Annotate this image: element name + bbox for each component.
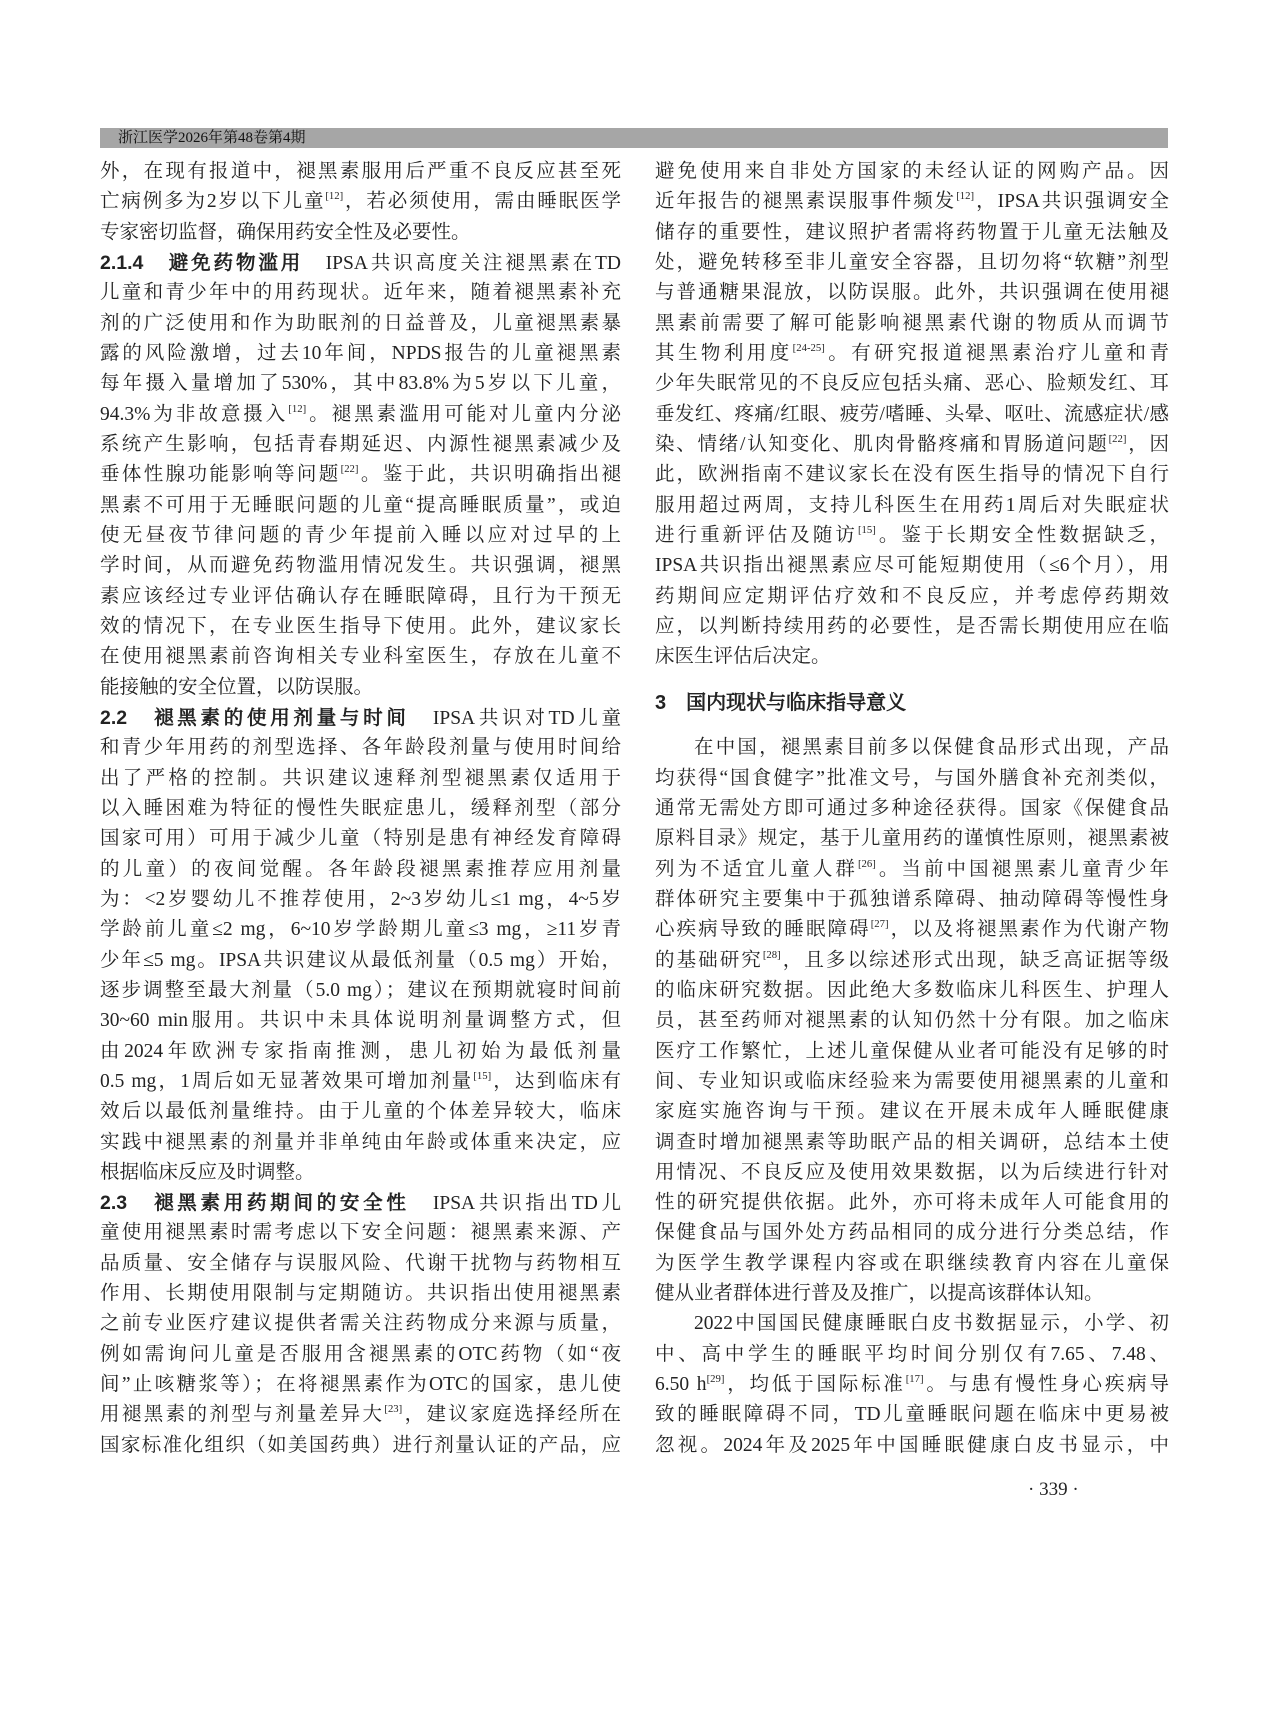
text-run: IPSA共识对TD儿童	[409, 707, 621, 729]
text-run: 服用超过两周，支持儿科医生在用药1周后对失眠症状	[655, 494, 1169, 516]
text-run: 调查时增加褪黑素等助眠产品的相关调研，总结本土使	[655, 1131, 1169, 1153]
text-line	[100, 1400, 621, 1430]
text-run: 在中国，褪黑素目前多以保健食品形式出现，产品	[694, 737, 1169, 759]
text-run: 原料目录》规定，基于儿童用药的谨慎性原则，褪黑素被	[655, 828, 1169, 850]
text-line	[655, 885, 1169, 915]
text-run: 为医学生教学课程内容或在职继续教育内容在儿童保	[655, 1252, 1169, 1274]
text-run: 少年失眠常见的不良反应包括头痛、恶心、脸颊发红、耳	[655, 373, 1169, 395]
text-line	[100, 309, 621, 339]
text-run: IPSA共识高度关注褪黑素在TD	[303, 252, 621, 274]
citation-marker: [22]	[1108, 432, 1127, 445]
text-run: 近年报告的褪黑素误服事件频发	[655, 191, 957, 213]
header-bar	[100, 128, 1168, 148]
text-run: 儿童和青少年中的用药现状。近年来，随着褪黑素补充	[100, 282, 621, 304]
text-line	[655, 248, 1169, 278]
text-run: 间”止咳糖浆等）；在将褪黑素作为OTC的国家，患儿使	[100, 1374, 621, 1396]
text-run: 能接触的安全位置，以防误服。	[100, 676, 374, 698]
citation-marker: [12]	[325, 190, 344, 203]
text-line	[100, 642, 621, 672]
text-run: 黑素前需要了解可能影响褪黑素代谢的物质从而调节	[655, 312, 1169, 334]
text-line	[655, 551, 1169, 581]
text-run: 根据临床反应及时调整。	[100, 1161, 315, 1183]
text-run: 保健食品与国外处方药品相同的成分进行分类总结，作	[655, 1222, 1169, 1244]
text-line	[100, 703, 621, 733]
citation-marker: [15]	[857, 523, 876, 536]
text-line	[100, 460, 621, 490]
text-run: 94.3%为非故意摄入	[100, 403, 289, 425]
text-line	[100, 885, 621, 915]
text-line	[100, 1188, 621, 1218]
text-line	[100, 187, 621, 217]
text-line	[100, 1340, 621, 1370]
text-run: 避免使用来自非处方国家的未经认证的网购产品。因	[655, 161, 1169, 182]
paragraph	[100, 248, 621, 703]
text-run: 学时间，从而避免药物滥用情况发生。共识强调，褪黑	[100, 555, 621, 577]
text-run: 健从业者群体进行普及及推广，以提高该群体认知。	[655, 1283, 1104, 1305]
text-run: 家庭实施咨询与干预。建议在开展未成年人睡眠健康	[655, 1101, 1169, 1123]
text-run: 亡病例多为2岁以下儿童	[100, 191, 326, 213]
right-column	[655, 157, 1169, 1461]
text-run: 进行重新评估及随访	[655, 524, 858, 546]
text-run: 剂的广泛使用和作为助眠剂的日益普及，儿童褪黑素暴	[100, 312, 621, 334]
text-run: 处，避免转移至非儿童安全容器，且切勿将“软糖”剂型	[655, 251, 1169, 273]
text-run: 员，甚至药师对褪黑素的认知仍然十分有限。加之临床	[655, 1010, 1169, 1032]
text-run: 黑素不可用于无睡眠问题的儿童“提高睡眠质量”，或迫	[100, 494, 621, 516]
text-run: 效后以最低剂量维持。由于儿童的个体差异较大，临床	[100, 1101, 621, 1123]
text-line	[655, 1158, 1169, 1188]
text-line	[100, 855, 621, 885]
text-line	[655, 1218, 1169, 1248]
text-run: 实践中褪黑素的剂量并非单纯由年龄或体重来决定，应	[100, 1131, 621, 1153]
text-run: 医疗工作繁忙，上述儿童保健从业者可能没有足够的时	[655, 1040, 1169, 1062]
text-line	[100, 824, 621, 854]
text-run: 应，以判断持续用药的必要性，是否需长期使用应在临	[655, 615, 1169, 637]
text-run: 性的研究提供依据。此外，亦可将未成年人可能食用的	[655, 1192, 1169, 1214]
text-run: 出了严格的控制。共识建议速释剂型褪黑素仅适用于	[100, 767, 621, 789]
text-line	[655, 400, 1169, 430]
left-column	[100, 157, 621, 1461]
text-line	[655, 157, 1169, 187]
text-run: 。与患有慢性身心疾病导	[923, 1374, 1169, 1396]
text-line	[655, 946, 1169, 976]
text-line	[655, 915, 1169, 945]
text-run: 2022中国国民健康睡眠白皮书数据显示，小学、初	[694, 1313, 1169, 1335]
text-line	[655, 1037, 1169, 1067]
text-line	[100, 369, 621, 399]
text-line	[655, 1067, 1169, 1097]
paragraph	[100, 1188, 621, 1461]
text-line	[100, 551, 621, 581]
text-line	[100, 1158, 621, 1188]
text-line	[655, 1128, 1169, 1158]
text-line	[100, 1218, 621, 1248]
journal-issue-title: 浙江医学2026年第48卷第4期	[118, 130, 306, 146]
text-line	[655, 582, 1169, 612]
paragraph	[655, 157, 1169, 673]
text-run: 药期间应定期评估疗效和不良反应，并考虑停药期效	[655, 585, 1169, 607]
citation-marker: [12]	[956, 190, 975, 203]
text-run: 。褪黑素滥用可能对儿童内分泌	[306, 403, 621, 425]
text-line	[655, 1340, 1169, 1370]
text-line	[655, 764, 1169, 794]
text-line	[100, 157, 621, 187]
text-run: 少年≤5 mg。IPSA共识建议从最低剂量（0.5 mg）开始，	[100, 949, 621, 971]
text-line	[655, 369, 1169, 399]
text-run: 由2024年欧洲专家指南推测，患儿初始为最低剂量	[100, 1040, 621, 1062]
text-run: 露的风险激增，过去10年间，NPDS报告的儿童褪黑素	[100, 342, 621, 364]
text-line	[655, 1279, 1169, 1309]
subsection-heading: 2.2 褪黑素的使用剂量与时间	[100, 706, 410, 729]
text-run: ，均低于国际标准	[724, 1374, 906, 1396]
section-heading: 3 国内现状与临床指导意义	[655, 691, 907, 714]
text-run: 染、情绪/认知变化、肌肉骨骼疼痛和胃肠道问题	[655, 433, 1109, 455]
text-line	[100, 1431, 621, 1461]
text-run: 童使用褪黑素时需考虑以下安全问题：褪黑素来源、产	[100, 1222, 621, 1244]
paragraph	[100, 703, 621, 1188]
text-run: 。鉴于此，共识明确指出褪	[358, 464, 621, 486]
text-line	[655, 855, 1169, 885]
text-run: 。当前中国褪黑素儿童青少年	[875, 858, 1169, 880]
text-run: 例如需询问儿童是否服用含褪黑素的OTC药物（如“夜	[100, 1343, 621, 1365]
text-line	[655, 491, 1169, 521]
citation-marker: [17]	[905, 1373, 924, 1386]
citation-marker: [27]	[870, 918, 889, 931]
text-run: IPSA共识指出褪黑素应尽可能短期使用（≤6个月），用	[655, 555, 1169, 577]
text-run: 作用、长期使用限制与定期随访。共识指出使用褪黑素	[100, 1283, 621, 1305]
subsection-heading: 2.1.4 避免药物滥用	[100, 251, 304, 274]
text-run: 30~60 min服用。共识中未具体说明剂量调整方式，但	[100, 1010, 621, 1032]
text-run: 垂发红、疼痛/红眼、疲劳/嗜睡、头晕、呕吐、流感症状/感	[655, 403, 1169, 425]
text-run: 忽视。2024年及2025年中国睡眠健康白皮书显示，中	[655, 1434, 1169, 1456]
text-run: 以入睡困难为特征的慢性失眠症患儿，缓释剂型（部分	[100, 797, 621, 819]
text-line	[655, 1309, 1169, 1339]
text-line	[100, 946, 621, 976]
text-run: 通常无需处方即可通过多种途径获得。国家《保健食品	[655, 797, 1169, 819]
text-run: 品质量、安全储存与误服风险、代谢干扰物与药物相互	[100, 1252, 621, 1274]
text-run: 和青少年用药的剂型选择、各年龄段剂量与使用时间给	[100, 737, 621, 759]
text-run: 学龄前儿童≤2 mg，6~10岁学龄期儿童≤3 mg，≥11岁青	[100, 919, 621, 941]
text-run: IPSA共识指出TD儿	[409, 1193, 621, 1215]
text-run: 垂体性腺功能影响等问题	[100, 464, 341, 486]
text-line	[100, 1249, 621, 1279]
text-line	[100, 1006, 621, 1036]
text-run: 与普通糖果混放，以防误服。此外，共识强调在使用褪	[655, 282, 1169, 304]
text-run: 0.5 mg，1周后如无显著效果可增加剂量	[100, 1070, 474, 1092]
text-line	[655, 1431, 1169, 1461]
text-run: 中、高中学生的睡眠平均时间分别仅有7.65、7.48、	[655, 1343, 1169, 1365]
text-run: ，因	[1126, 433, 1169, 455]
citation-marker: [23]	[384, 1403, 403, 1416]
text-line	[655, 642, 1169, 672]
text-line	[655, 824, 1169, 854]
text-line	[655, 278, 1169, 308]
text-line	[655, 1097, 1169, 1127]
text-line	[100, 339, 621, 369]
text-run: 每年摄入量增加了530%，其中83.8%为5岁以下儿童，	[100, 373, 621, 395]
text-line	[655, 521, 1169, 551]
text-run: 之前专业医疗建议提供者需关注药物成分来源与质量，	[100, 1313, 621, 1335]
text-line	[100, 673, 621, 703]
text-line	[655, 218, 1169, 248]
text-run: 储存的重要性，建议照护者需将药物置于儿童无法触及	[655, 221, 1169, 243]
text-line	[100, 521, 621, 551]
text-line	[100, 1370, 621, 1400]
text-line	[100, 218, 621, 248]
text-run: ，若必须使用，需由睡眠医学	[343, 191, 621, 213]
text-line	[100, 278, 621, 308]
page-number: · 339 ·	[1028, 1479, 1079, 1500]
text-line	[100, 1067, 621, 1097]
text-run: 致的睡眠障碍不同，TD儿童睡眠问题在临床中更易被	[655, 1404, 1169, 1426]
text-line	[100, 1037, 621, 1067]
text-line	[100, 1097, 621, 1127]
citation-marker: [22]	[340, 463, 359, 476]
text-run: 其生物利用度	[655, 342, 793, 364]
text-line	[100, 1309, 621, 1339]
paragraph	[100, 157, 621, 248]
text-run: 的临床研究数据。因此绝大多数临床儿科医生、护理人	[655, 979, 1169, 1001]
text-run: 素应该经过专业评估确认存在睡眠障碍，且行为干预无	[100, 585, 621, 607]
text-run: 列为不适宜儿童人群	[655, 858, 858, 880]
text-run: 的基础研究	[655, 949, 763, 971]
text-run: ，且多以综述形式出现，缺乏高证据等级	[780, 949, 1169, 971]
text-run: 使无昼夜节律问题的青少年提前入睡以应对过早的上	[100, 524, 621, 546]
text-run: ，达到临床有	[491, 1070, 621, 1092]
text-line	[655, 1006, 1169, 1036]
text-line	[655, 733, 1169, 763]
text-run: 逐步调整至最大剂量（5.0 mg）；建议在预期就寝时间前	[100, 979, 621, 1001]
text-run: 6.50 h	[655, 1374, 707, 1396]
text-run: 此，欧洲指南不建议家长在没有医生指导的情况下自行	[655, 464, 1169, 486]
text-line	[655, 1249, 1169, 1279]
text-run: 用情况、不良反应及使用效果数据，以为后续进行针对	[655, 1161, 1169, 1183]
paragraph	[655, 1309, 1169, 1461]
text-line	[100, 400, 621, 430]
citation-marker: [12]	[288, 402, 307, 415]
text-line	[655, 976, 1169, 1006]
text-run: 间、专业知识或临床经验来为需要使用褪黑素的儿童和	[655, 1070, 1169, 1092]
text-line	[100, 764, 621, 794]
text-run: 外，在现有报道中，褪黑素服用后严重不良反应甚至死	[100, 161, 621, 182]
text-run: 为：<2岁婴幼儿不推荐使用，2~3岁幼儿≤1 mg，4~5岁	[100, 888, 621, 910]
text-line	[100, 491, 621, 521]
text-line	[100, 582, 621, 612]
text-line	[655, 1370, 1169, 1400]
text-run: 系统产生影响，包括青春期延迟、内源性褪黑素减少及	[100, 433, 621, 455]
text-run: 床医生评估后决定。	[655, 646, 831, 668]
text-line	[100, 1128, 621, 1158]
text-line	[100, 733, 621, 763]
text-line	[655, 187, 1169, 217]
text-line	[655, 794, 1169, 824]
text-run: 专家密切监督，确保用药安全性及必要性。	[100, 221, 471, 243]
citation-marker: [29]	[706, 1373, 725, 1386]
text-line	[655, 339, 1169, 369]
text-run: 国家可用）可用于减少儿童（特别是患有神经发育障碍	[100, 828, 621, 850]
text-run: 的儿童）的夜间觉醒。各年龄段褪黑素推荐应用剂量	[100, 858, 621, 880]
text-line	[100, 1279, 621, 1309]
text-line	[100, 794, 621, 824]
text-run: 。鉴于长期安全性数据缺乏，	[875, 524, 1169, 546]
text-line	[100, 915, 621, 945]
text-line	[100, 612, 621, 642]
citation-marker: [24-25]	[792, 341, 825, 354]
text-line	[655, 1188, 1169, 1218]
text-run: 群体研究主要集中于孤独谱系障碍、抽动障碍等慢性身	[655, 888, 1169, 910]
text-run: 用褪黑素的剂型与剂量差异大	[100, 1404, 385, 1426]
citation-marker: [15]	[473, 1069, 492, 1082]
text-line	[655, 309, 1169, 339]
text-line	[100, 248, 621, 278]
text-run: 在使用褪黑素前咨询相关专业科室医生，存放在儿童不	[100, 646, 621, 668]
text-run: 国家标准化组织（如美国药典）进行剂量认证的产品，应	[100, 1434, 621, 1456]
text-run: 均获得“国食健字”批准文号，与国外膳食补充剂类似，	[655, 767, 1169, 789]
subsection-heading: 2.3 褪黑素用药期间的安全性	[100, 1192, 410, 1215]
text-run: ，IPSA共识强调安全	[974, 191, 1169, 213]
paragraph	[655, 733, 1169, 1309]
text-run: ，以及将褪黑素作为代谢产物	[888, 919, 1169, 941]
text-run: 心疾病导致的睡眠障碍	[655, 919, 871, 941]
citation-marker: [28]	[762, 948, 781, 961]
citation-marker: [26]	[857, 857, 876, 870]
text-line	[655, 612, 1169, 642]
text-line	[100, 430, 621, 460]
text-run: ，建议家庭选择经所在	[402, 1404, 621, 1426]
text-line	[655, 430, 1169, 460]
text-line	[100, 976, 621, 1006]
text-run: 。有研究报道褪黑素治疗儿童和青	[824, 342, 1169, 364]
text-run: 效的情况下，在专业医生指导下使用。此外，建议家长	[100, 615, 621, 637]
text-line	[655, 460, 1169, 490]
text-line	[655, 1400, 1169, 1430]
